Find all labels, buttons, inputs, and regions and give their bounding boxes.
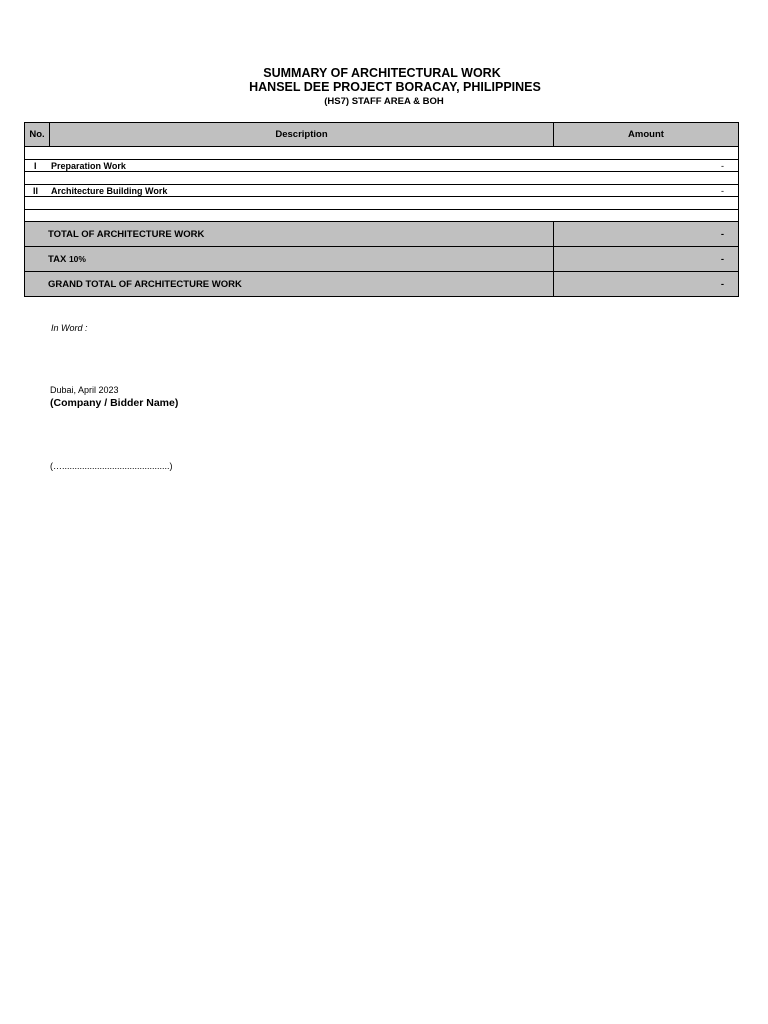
document-subtitle: (HS7) STAFF AREA & BOH — [324, 96, 444, 107]
column-header-no-label: No. — [29, 129, 45, 140]
table-header-row — [25, 123, 738, 147]
summary-table — [24, 122, 739, 297]
tax-row — [25, 247, 738, 272]
grand-total-label: GRAND TOTAL OF ARCHITECTURE WORK — [25, 272, 554, 296]
item-description: Architecture Building Work — [51, 185, 168, 196]
tax-rate: 10% — [68, 254, 86, 264]
project-name: HANSEL DEE PROJECT BORACAY, PHILIPPINES — [249, 80, 541, 94]
total-amount: - — [720, 228, 724, 240]
signature-line: (…...........................................) — [50, 461, 173, 471]
table-spacer-row — [25, 172, 738, 185]
item-amount: - — [721, 185, 724, 196]
total-row — [25, 222, 738, 247]
document-title: SUMMARY OF ARCHITECTURAL WORK — [263, 66, 501, 80]
item-number: I — [34, 160, 37, 171]
table-spacer-row — [25, 197, 738, 210]
item-number: II — [33, 185, 39, 196]
in-word-label: In Word : — [51, 323, 88, 333]
table-row — [25, 160, 738, 172]
item-amount: - — [721, 160, 724, 171]
column-header-no — [25, 123, 50, 146]
column-header-description — [50, 123, 554, 146]
column-header-amount — [554, 123, 738, 146]
table-spacer-row — [25, 147, 738, 160]
place-date: Dubai, April 2023 — [50, 385, 119, 395]
grand-total-row — [25, 272, 738, 296]
table-row — [25, 185, 738, 197]
column-header-amount-label: Amount — [628, 129, 664, 140]
tax-label: TAX 10% — [25, 247, 554, 271]
total-label: TOTAL OF ARCHITECTURE WORK — [25, 222, 554, 246]
tax-amount: - — [720, 253, 724, 265]
item-description: Preparation Work — [51, 160, 126, 171]
table-spacer-row — [25, 210, 738, 222]
column-header-description-label: Description — [275, 129, 328, 140]
company-name: (Company / Bidder Name) — [50, 397, 179, 409]
grand-total-amount: - — [720, 278, 724, 290]
